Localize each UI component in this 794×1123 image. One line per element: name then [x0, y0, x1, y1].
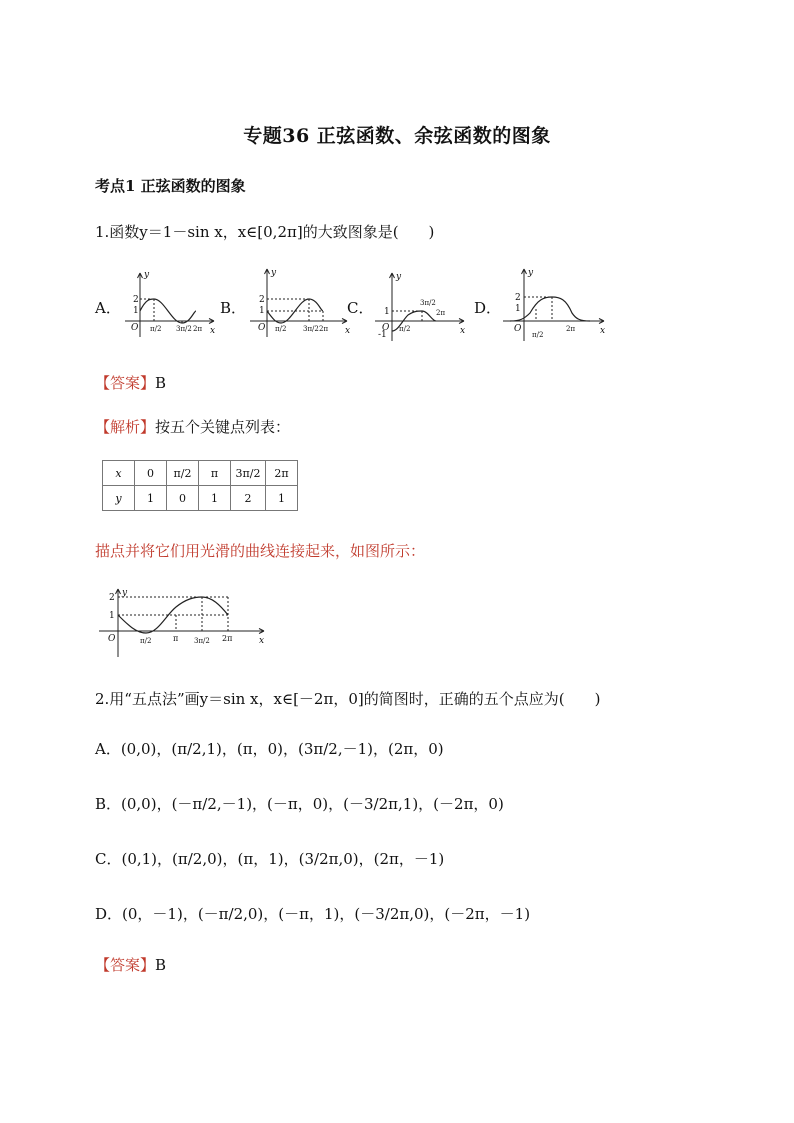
- q1-option-b-label: B．: [220, 299, 247, 317]
- page-title: 专题36 正弦函数、余弦函数的图象: [243, 125, 551, 147]
- svg-text:3π/2: 3π/2: [303, 325, 319, 333]
- table-cell: π/2: [167, 461, 199, 486]
- svg-text:2π: 2π: [436, 309, 446, 317]
- q2-option-d: D．(0，－1)，(－π/2,0)，(－π，1)，(－3/2π,0)，(－2π，－1): [95, 905, 531, 923]
- q1-option-c-label: C．: [347, 299, 374, 317]
- table-cell: 2π: [266, 461, 298, 486]
- svg-text:x: x: [600, 326, 606, 336]
- svg-text:y: y: [528, 268, 534, 278]
- answer-value: B: [155, 374, 167, 392]
- svg-text:π/2: π/2: [399, 325, 411, 333]
- table-cell: y: [103, 486, 135, 511]
- table-cell: 1: [135, 486, 167, 511]
- svg-text:O: O: [382, 323, 390, 333]
- tick-1: 1: [133, 306, 139, 316]
- q2-option-c: C．(0,1)，(π/2,0)，(π，1)，(3/2π,0)，(2π，－1): [95, 850, 445, 868]
- q2-answer-line: [95, 954, 166, 975]
- svg-text:π: π: [173, 634, 179, 643]
- analysis-text: 按五个关键点列表：: [155, 418, 291, 436]
- axis-x-label: x: [210, 326, 216, 336]
- q1-option-d-label: D．: [474, 299, 502, 317]
- svg-text:π/2: π/2: [140, 637, 152, 645]
- svg-text:-1: -1: [378, 330, 387, 340]
- svg-text:O: O: [258, 323, 266, 333]
- question-1-stem: 1.函数y＝1－sin x，x∈[0,2π]的大致图象是( ): [95, 223, 435, 241]
- q1-option-a-label: A．: [95, 299, 121, 317]
- svg-text:π/2: π/2: [275, 325, 287, 333]
- q2-option-a: A．(0,0)，(π/2,1)，(π，0)，(3π/2,－1)，(2π，0): [95, 740, 444, 758]
- svg-text:O: O: [108, 634, 116, 644]
- table-cell: x: [103, 461, 135, 486]
- tick-3pi-half: 3π/2: [176, 325, 192, 333]
- svg-text:2: 2: [515, 293, 521, 303]
- q1-answer-line: [95, 372, 166, 393]
- tick-pi-half: π/2: [150, 325, 162, 333]
- answer-tag: 【答案】: [95, 956, 156, 974]
- table-cell: 1: [199, 486, 231, 511]
- section-heading: 考点1 正弦函数的图象: [95, 177, 246, 195]
- q1-note: 描点并将它们用光滑的曲线连接起来，如图所示：: [95, 542, 426, 560]
- axis-y-label: y: [144, 270, 150, 280]
- svg-text:2π: 2π: [319, 325, 329, 333]
- svg-text:2π: 2π: [566, 325, 576, 333]
- svg-text:x: x: [259, 636, 265, 646]
- svg-text:1: 1: [515, 304, 521, 314]
- q1-graph-b: [247, 265, 357, 345]
- q1-graph-d: [500, 265, 610, 345]
- svg-text:y: y: [122, 588, 128, 598]
- svg-text:x: x: [460, 326, 466, 336]
- tick-2pi: 2π: [193, 325, 203, 333]
- table-cell: 0: [167, 486, 199, 511]
- svg-text:1: 1: [384, 307, 390, 317]
- answer-value: B: [155, 956, 167, 974]
- q1-graph-c: [372, 265, 472, 345]
- origin-label: O: [131, 323, 139, 333]
- q1-analysis-line: [95, 416, 290, 437]
- key-points-table: [102, 460, 298, 511]
- table-cell: 1: [266, 486, 298, 511]
- svg-text:1: 1: [259, 306, 265, 316]
- question-2-stem: 2.用“五点法”画y＝sin x，x∈[－2π，0]的简图时，正确的五个点应为( ): [95, 690, 601, 708]
- svg-text:y: y: [271, 268, 277, 278]
- q2-option-b: B．(0,0)，(－π/2,－1)，(－π，0)，(－3/2π,1)，(－2π，0): [95, 795, 504, 813]
- svg-text:1: 1: [109, 611, 115, 621]
- svg-text:2: 2: [109, 593, 115, 603]
- q1-graph-a: [122, 265, 222, 345]
- svg-text:3π/2: 3π/2: [194, 637, 210, 645]
- svg-text:O: O: [514, 324, 522, 334]
- answer-tag: 【答案】: [95, 374, 156, 392]
- table-cell: 0: [135, 461, 167, 486]
- table-cell: π: [199, 461, 231, 486]
- svg-text:3π/2: 3π/2: [420, 299, 436, 307]
- table-cell: 3π/2: [231, 461, 266, 486]
- table-row-x: [103, 461, 298, 486]
- analysis-tag: 【解析】: [95, 418, 156, 436]
- tick-2: 2: [133, 295, 139, 305]
- svg-text:x: x: [345, 326, 351, 336]
- svg-text:π/2: π/2: [532, 331, 544, 339]
- svg-text:2π: 2π: [222, 634, 233, 643]
- table-cell: 2: [231, 486, 266, 511]
- q1-solution-graph: [96, 585, 271, 660]
- table-row-y: [103, 486, 298, 511]
- svg-text:2: 2: [259, 295, 265, 305]
- svg-text:y: y: [396, 272, 402, 282]
